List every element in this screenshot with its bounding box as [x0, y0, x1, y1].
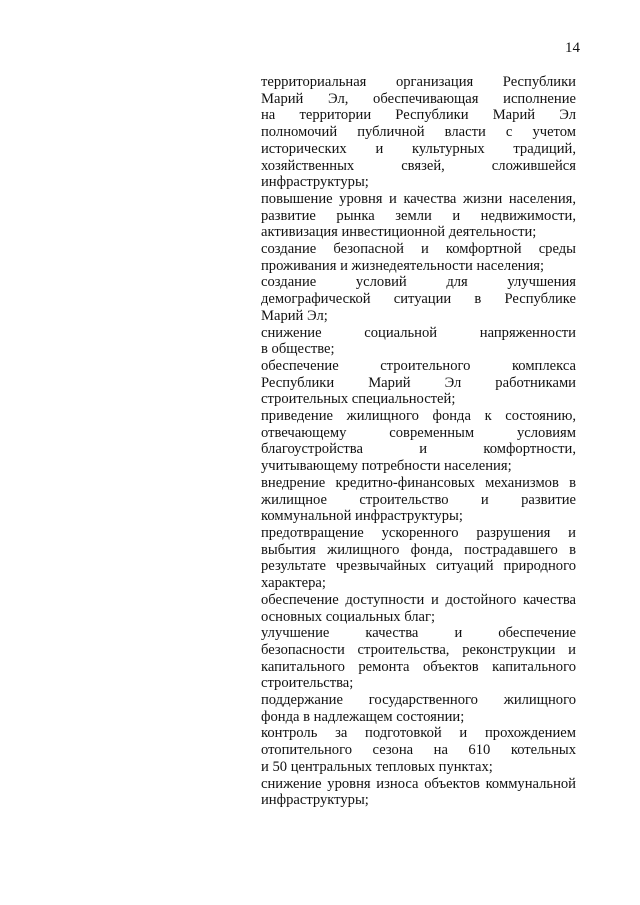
list-item [261, 325, 576, 358]
text-line: снижение уровня износа объектов коммунальной [261, 775, 576, 792]
text-line: Марий Эл, обеспечивающая исполнение [261, 90, 576, 107]
text-line: благоустройства и комфортности, [261, 441, 576, 458]
text-line: активизация инвестиционной деятельности; [261, 224, 537, 241]
list-item [261, 191, 576, 241]
text-line: Республики Марий Эл работниками [261, 374, 576, 391]
text-line: в обществе; [261, 341, 335, 358]
text-line: выбытия жилищного фонда, пострадавшего в [261, 541, 576, 558]
list-item [261, 475, 576, 525]
list-item [261, 525, 576, 592]
text-line: и 50 центральных тепловых пунктах; [261, 758, 493, 775]
text-line: внедрение кредитно-финансовых механизмов в [261, 474, 576, 491]
text-line: демографической ситуации в Республике [261, 291, 576, 308]
text-line: повышение уровня и качества жизни населения, [261, 190, 576, 207]
document-text [261, 74, 576, 809]
text-line: создание условий для улучшения [261, 274, 576, 291]
list-item [261, 692, 576, 725]
text-line: исторических и культурных традиций, [261, 140, 576, 157]
text-line: отопительного сезона на 610 котельных [261, 742, 576, 759]
text-line: приведение жилищного фонда к состоянию, [261, 408, 576, 425]
list-item [261, 776, 576, 809]
text-line: фонда в надлежащем состоянии; [261, 708, 465, 725]
page-number: 14 [565, 40, 580, 56]
text-line: результате чрезвычайных ситуаций природного [261, 558, 576, 575]
text-line: полномочий публичной власти с учетом [261, 124, 576, 141]
text-line: контроль за подготовкой и прохождением [261, 725, 576, 742]
text-line: жилищное строительство и развитие [261, 491, 576, 508]
text-line: учитывающему потребности населения; [261, 458, 512, 475]
text-line: отвечающему современным условиям [261, 424, 576, 441]
list-item [261, 274, 576, 324]
text-line: проживания и жизнедеятельности населения; [261, 257, 545, 274]
text-line: создание безопасной и комфортной среды [261, 241, 576, 258]
text-line: развитие рынка земли и недвижимости, [261, 207, 576, 224]
text-line: характера; [261, 575, 326, 592]
text-line: хозяйственных связей, сложившейся [261, 157, 576, 174]
text-line: Марий Эл; [261, 307, 328, 324]
text-line: коммунальной инфраструктуры; [261, 508, 463, 525]
list-item [261, 725, 576, 775]
text-line: обеспечение доступности и достойного качества [261, 591, 576, 608]
text-line: предотвращение ускоренного разрушения и [261, 524, 576, 541]
text-line: поддержание государственного жилищного [261, 692, 576, 709]
text-line: строительства; [261, 675, 354, 692]
list-item [261, 241, 576, 274]
list-item [261, 408, 576, 475]
text-line: на территории Республики Марий Эл [261, 107, 576, 124]
text-line: инфраструктуры; [261, 174, 369, 191]
text-line: обеспечение строительного комплекса [261, 357, 576, 374]
text-line: капитального ремонта объектов капитального [261, 658, 576, 675]
text-line: улучшение качества и обеспечение [261, 625, 576, 642]
list-item [261, 74, 576, 191]
text-line: основных социальных благ; [261, 608, 436, 625]
list-item [261, 592, 576, 625]
text-line: строительных специальностей; [261, 391, 456, 408]
list-item [261, 358, 576, 408]
text-line: безопасности строительства, реконструкции и [261, 641, 576, 658]
text-line: инфраструктуры; [261, 792, 369, 809]
text-line: снижение социальной напряженности [261, 324, 576, 341]
text-line: территориальная организация Республики [261, 74, 576, 90]
list-item [261, 625, 576, 692]
